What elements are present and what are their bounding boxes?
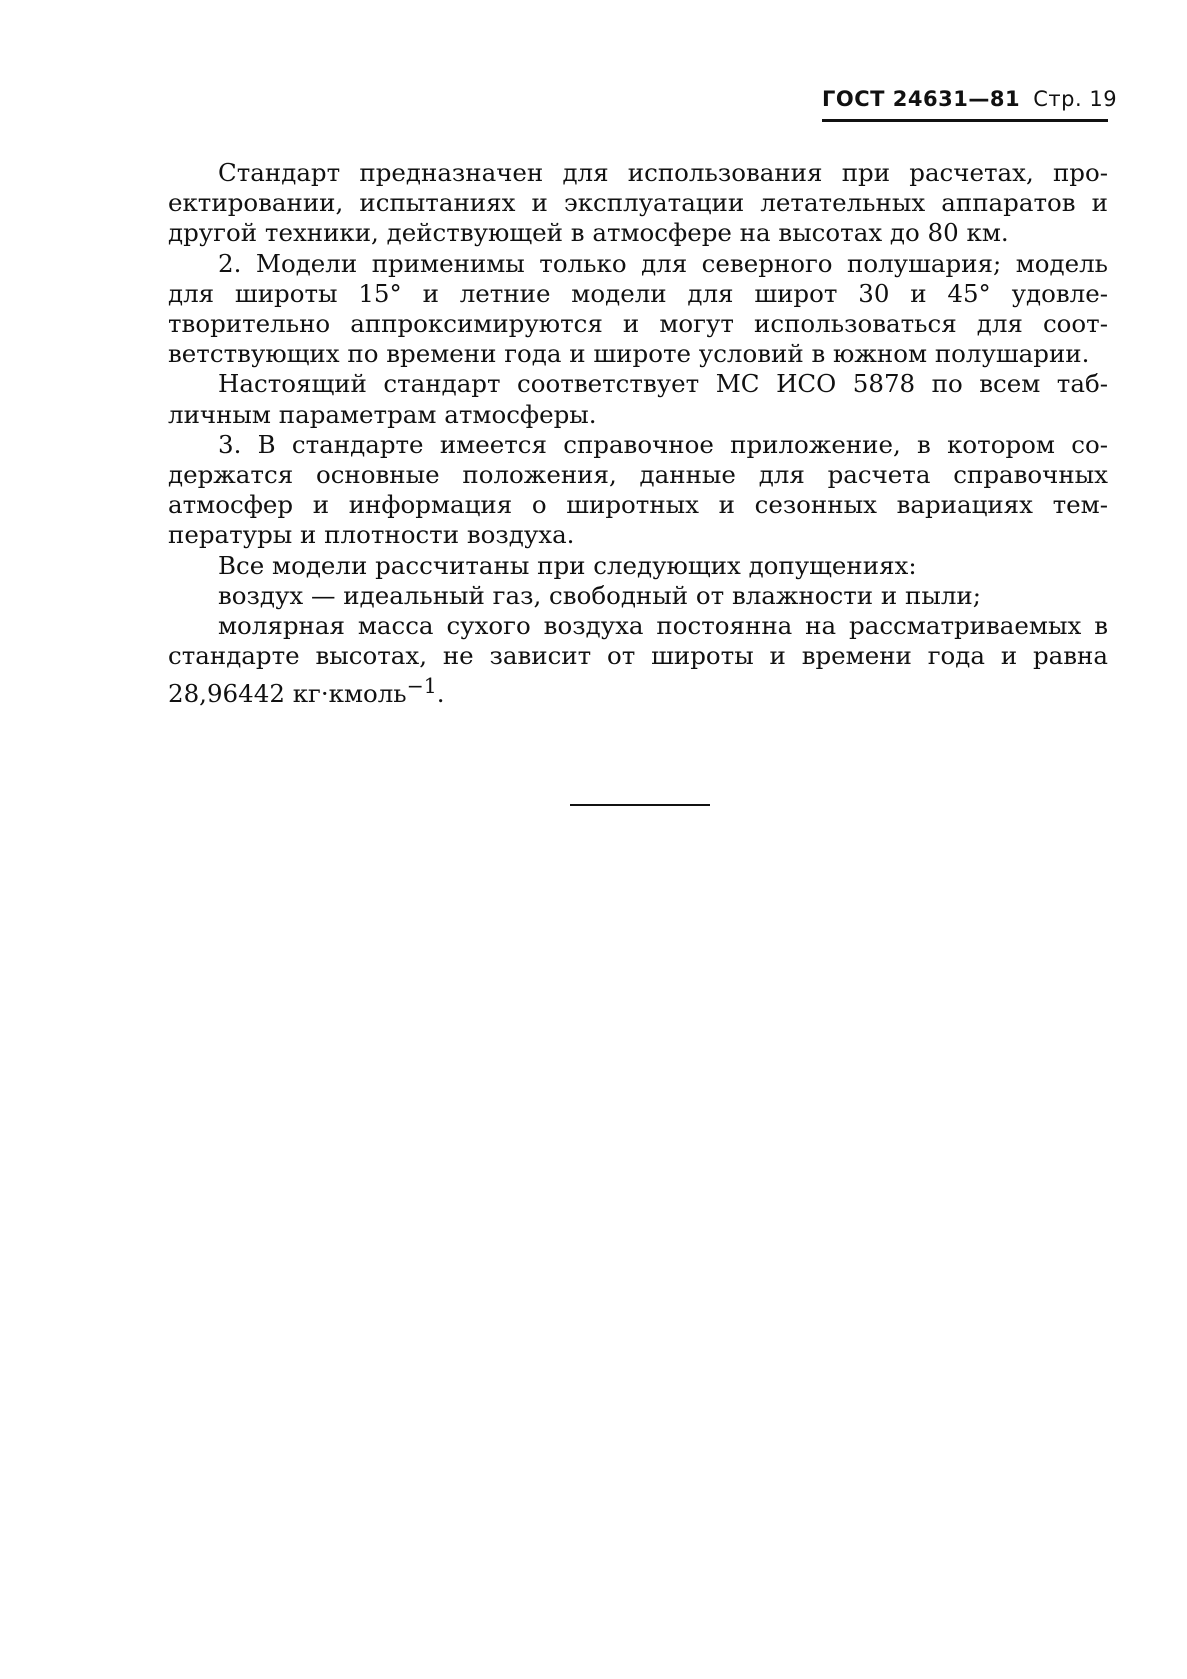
page-header (822, 86, 1118, 112)
page-number: Стр. 19 (1033, 87, 1118, 111)
paragraph-item-2: 2. Модели применимы только для северного полушария; модель для широты 15° и летние модели для широт 30 и 45° удовлетворительно аппроксимируются и могут использоваться для соответствующих по времени года и широте условий в южном полушарии. (168, 248, 1108, 369)
paragraph-assumption-air: воздух — идеальный газ, свободный от влажности и пыли; (218, 580, 982, 610)
paragraph-item-3: 3. В стандарте имеется справочное приложение, в котором содержатся основные положения, данные для расчета справочных атмосфер и информация о широтных и сезонных вариациях температуры и плотности воздуха. (168, 429, 1108, 550)
paragraph-assumption-molar-mass (168, 611, 1108, 710)
paragraph-assumptions-intro: Все модели рассчитаны при следующих допущениях: (218, 550, 917, 580)
section-end-rule (570, 804, 710, 806)
paragraph-purpose: Стандарт предназначен для использования при расчетах, проектировании, испытаниях и эксплуатации летательных аппаратов и другой техники, действующей в атмосфере на высотах до 80 км. (168, 158, 1108, 248)
unit-exponent: −1 (406, 674, 437, 699)
molar-mass-text: молярная масса сухого воздуха постоянна на рассматриваемых в стандарте высотах, не зависит от широты и времени года и равна 28,96442 кг·кмоль (168, 611, 1108, 709)
standard-designation: ГОСТ 24631—81 (822, 87, 1021, 111)
sentence-end: . (436, 679, 445, 709)
header-underline (822, 119, 1108, 122)
document-body (168, 158, 1108, 710)
paragraph-iso-conformity: Настоящий стандарт соответствует МС ИСО 5878 по всем табличным параметрам атмосферы. (168, 369, 1108, 429)
